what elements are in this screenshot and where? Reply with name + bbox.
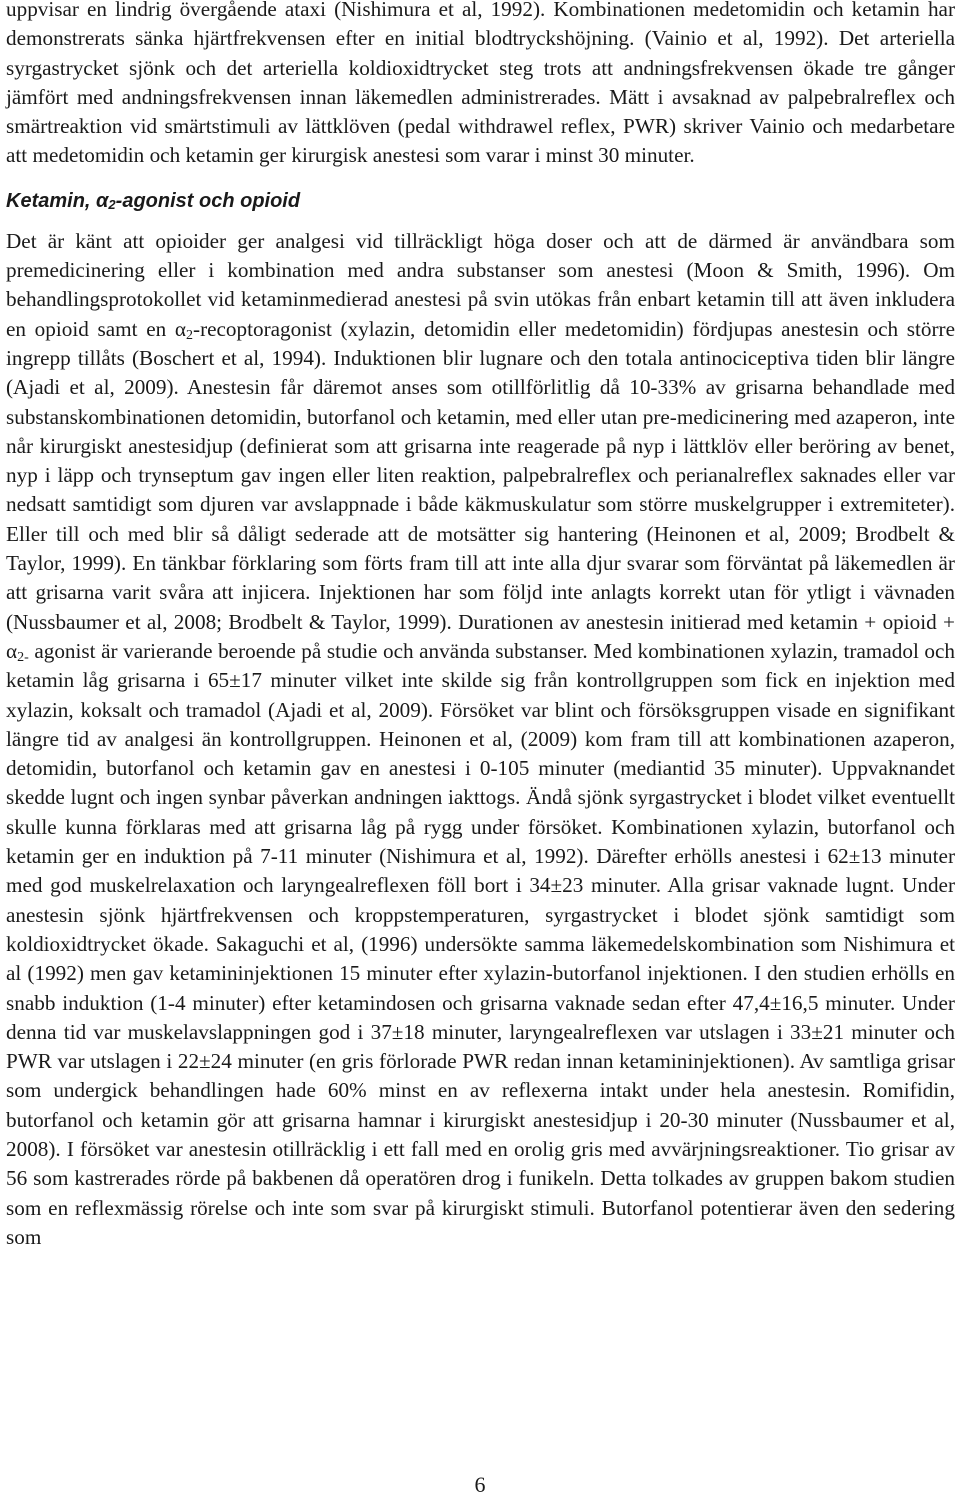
section-heading-subscript: 2 bbox=[108, 196, 116, 212]
section-heading-text: Ketamin, α bbox=[6, 189, 109, 212]
alpha-subscript-2: 2- bbox=[17, 649, 29, 665]
paragraph-main-part-2: -recoptoragonist (xylazin, detomidin eller medetomidin) fördjupas anestesin och större ingrepp tillåts (Boschert et al, 1994). Induktionen blir lugnare och den totala antinociceptiva tiden blir längre (Ajadi et al, 2009). Anestesin får däremot anses som otillförlitlig då 10-33% av grisarna behandlade med substanskombinationen detomidin, butorfanol och ketamin, med eller utan pre-medicinering med azaperon, inte når kirurgiskt anestesidjup (definierat som att grisarna inte reagerade på nyp i lättklöv eller beröring av benet, nyp i läpp och trynseptum gav ingen eller liten reaktion, palpebralreflex och perianalreflex saknades eller var nedsatt samtidigt som djuren var avslappnade i både käkmuskulatur som större muskelgrupper i extremiteter). Eller till och med blir så dåligt sederade att de motsätter sig hantering (Heinonen et al, 2009; Brodbelt & Taylor, 1999). En tänkbar förklaring som förts fram till att inte alla djur svarar som förväntat på läkemedlen är att grisarna varit svåra att injicera. Injektionen har som följd inte anlagts korrekt utan för ytligt i vävnaden (Nussbaumer et al, 2008; Brodbelt & Taylor, 1999). Durationen av anestesin initierad med ketamin + opioid + α bbox=[6, 316, 955, 663]
section-heading-text-end: -agonist och opioid bbox=[115, 189, 301, 212]
document-page bbox=[6, 0, 955, 1252]
page-number: 6 bbox=[474, 1472, 486, 1497]
section-heading bbox=[6, 188, 955, 214]
paragraph-main bbox=[6, 227, 955, 1252]
alpha-subscript-1: 2 bbox=[186, 327, 194, 343]
paragraph-main-part-1: Det är känt att opioider ger analgesi vid tillräckligt höga doser och att de därmed är användbara som premedicinering eller i kombination med andra substanser som anestesi (Moon & Smith, 1996). Om behandlingsprotokollet vid ketaminmedierad anestesi på svin utökas från enbart ketamin till att även inkludera en opioid samt en α bbox=[6, 228, 955, 341]
paragraph-main-part-3: agonist är varierande beroende på studie och använda substanser. Med kombinationen xylazin, tramadol och ketamin låg grisarna i 65±17 minuter vilket inte skilde sig från kontrollgruppen som fick en injektion med xylazin, koksalt och tramadol (Ajadi et al, 2009). Försöket var blint och försöksgruppen visade en signifikant längre tid av analgesi än kontrollgruppen. Heinonen et al, (2009) kom fram till att kombinationen azaperon, detomidin, butorfanol och ketamin gav en anestesi i 0-105 minuter (mediantid 35 minuter). Uppvaknandet skedde lugnt och ingen synbar påverkan andningen iakttogs. Ändå sjönk syrgastrycket i blodet vilket eventuellt skulle kunna förklaras med att grisarna låg på rygg under försöket. Kombinationen xylazin, butorfanol och ketamin ger en induktion på 7-11 minuter (Nishimura et al, 1992). Därefter erhölls anestesi i 62±13 minuter med god muskelrelaxation och laryngealreflexen föll bort i 34±23 minuter. Alla grisar vaknade lugnt. Under anestesin sjönk hjärtfrekvensen och kroppstemperaturen, syrgastrycket i blodet sjönk samtidigt som koldioxidtrycket ökade. Sakaguchi et al, (1996) undersökte samma läkemedelskombination som Nishimura et al (1992) men gav ketamininjektionen 15 minuter efter xylazin-butorfanol injektionen. I den studien erhölls en snabb induktion (1-4 minuter) efter ketamindosen och grisarna vaknade sedan efter 47,4±16,5 minuter. Under denna tid var muskelavslappningen god i 37±18 minuter, laryngealreflexen var utslagen i 33±21 minuter och PWR var utslagen i 22±24 minuter (en gris förlorade PWR redan innan ketamininjektionen). Av samtliga grisar som undergick behandlingen hade 60% minst en av reflexerna intakt under hela anestesin. Romifidin, butorfanol och ketamin gör att grisarna hamnar i kirurgiskt anestesidjup i 20-30 minuter (Nussbaumer et al, 2008). I försöket var anestesin otillräcklig i ett fall med en orolig gris med avvärjningsreaktioner. Tio grisar av 56 som kastrerades rörde på bakbenen då operatören drog i funikeln. Detta tolkades av gruppen bakom studien som en reflexmässig rörelse och inte som svar på kirurgiskt stimuli. Butorfanol potentierar även den sedering som bbox=[6, 638, 955, 1249]
paragraph-continued: uppvisar en lindrig övergående ataxi (Nishimura et al, 1992). Kombinationen medetomidin och ketamin har demonstrerats sänka hjärtfrekvensen efter en initial blodtryckshöjning. (Vainio et al, 1992). Det arteriella syrgastrycket sjönk och det arteriella koldioxidtrycket steg trots att andningsfrekvensen ökade tre gånger jämfört med andningsfrekvensen innan läkemedlen administrerades. Mätt i avsaknad av palpebralreflex och smärtreaktion vid smärtstimuli av lättklöven (pedal withdrawel reflex, PWR) skriver Vainio och medarbetare att medetomidin och ketamin ger kirurgisk anestesi som varar i minst 30 minuter. bbox=[6, 0, 955, 168]
